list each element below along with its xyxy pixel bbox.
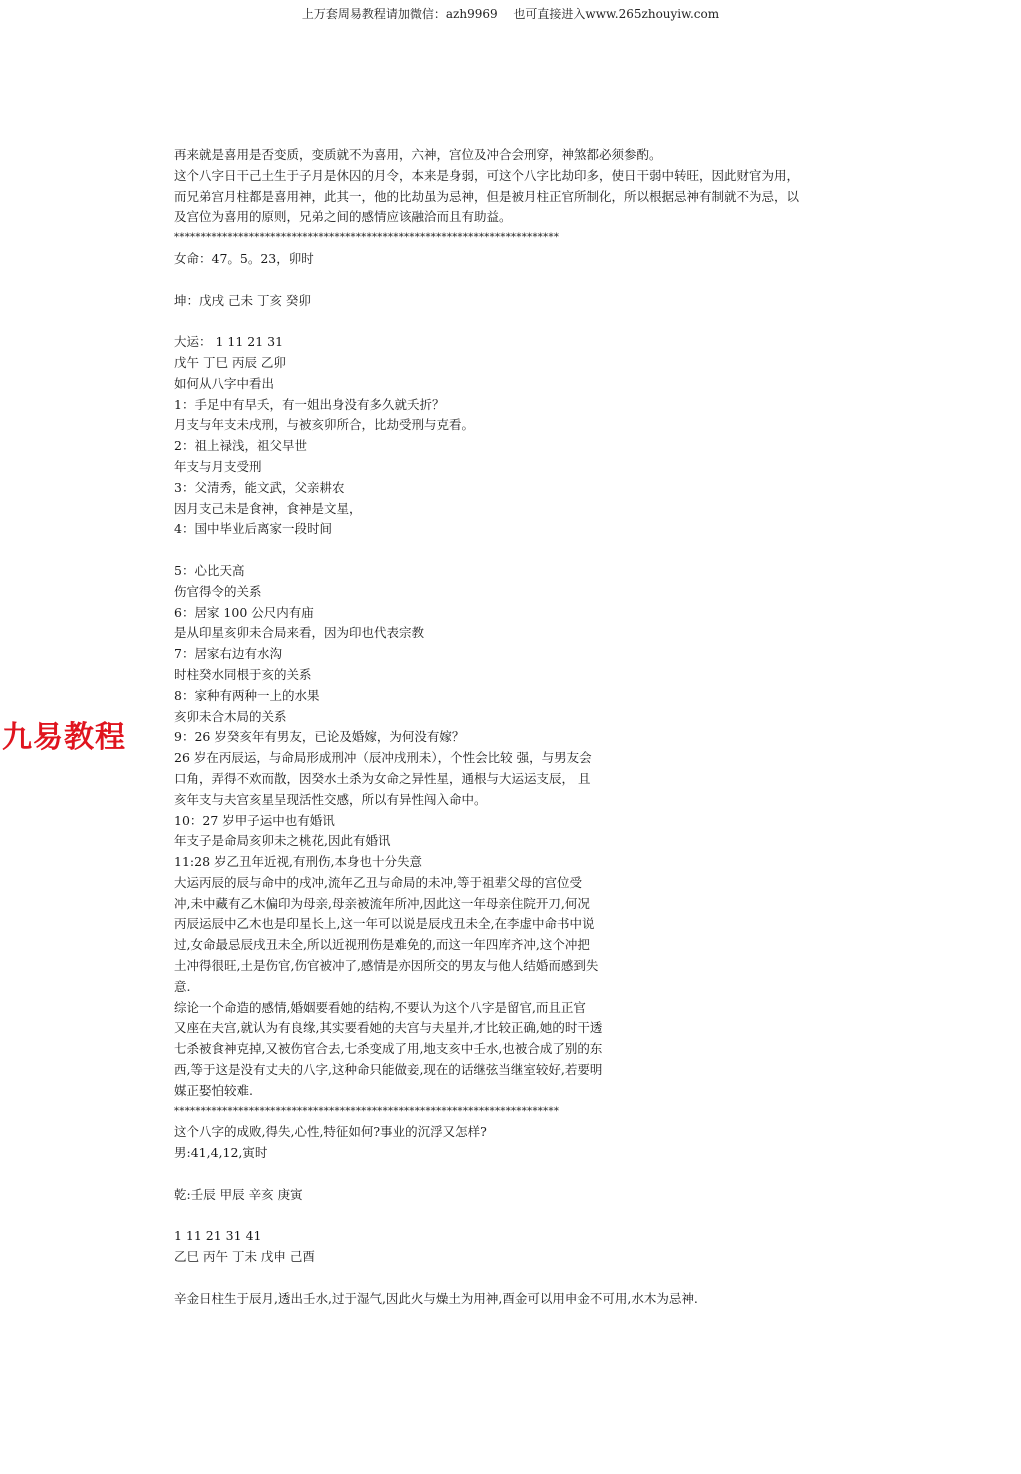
- text-line: 大运： 1 11 21 31: [174, 334, 284, 350]
- text-line: 7：居家右边有水沟: [174, 646, 282, 662]
- text-line: 综论一个命造的感情,婚姻要看她的结构,不要认为这个八字是留官,而且正官: [174, 999, 586, 1015]
- page-header: 上万套周易教程请加微信：azh9969 也可直接进入www.265zhouyiw.com: [301, 7, 720, 21]
- text-line: 8：家种有两种一上的水果: [174, 687, 320, 703]
- text-line: 意.: [174, 978, 191, 994]
- text-line: 辛金日柱生于辰月,透出壬水,过于湿气,因此火与燥土为用神,酉金可以用申金不可用,水木为忌神.: [174, 1290, 698, 1306]
- text-line: 大运丙辰的辰与命中的戌冲,流年乙丑与命局的未冲,等于祖辈父母的宫位受: [174, 874, 582, 890]
- text-line: 年支与月支受刑: [174, 458, 262, 474]
- text-line: 及宫位为喜用的原则，兄弟之间的感情应该融洽而且有助益。: [174, 209, 512, 225]
- text-line: 坤：戊戌 己未 丁亥 癸卯: [174, 292, 311, 308]
- text-line: 又座在夫宫,就认为有良缘,其实要看她的夫宫与夫星并,才比较正确,她的时干透: [174, 1020, 603, 1036]
- blank-line: [174, 540, 894, 561]
- text-line: 七杀被食神克掉,又被伤官合去,七杀变成了用,地支亥中壬水,也被合成了别的东: [174, 1041, 603, 1057]
- text-line: 6：居家 100 公尺内有庙: [174, 604, 314, 620]
- text-line: 因月支己未是食神，食神是文星，: [174, 500, 362, 516]
- text-line: 冲,未中藏有乙木偏印为母亲,母亲被流年所冲,因此这一年母亲住院开刀,何况: [174, 895, 590, 911]
- text-line: 1：手足中有早夭，有一姐出身没有多久就夭折？: [174, 396, 445, 412]
- text-line: 土冲得很旺,土是伤官,伤官被冲了,感情是亦因所交的男友与他人结婚而感到失: [174, 958, 599, 974]
- text-line: 亥年支与夫宫亥星呈现活性交感，所以有异性闯入命中。: [174, 791, 487, 807]
- document-body: [174, 145, 894, 1310]
- text-line: 月支与年支未戌刑，与被亥卯所合，比劫受刑与克看。: [174, 417, 475, 433]
- text-line: 1 11 21 31 41: [174, 1228, 262, 1244]
- text-line: 口角，弄得不欢而散，因癸水土杀为女命之异性星，通根与大运运支辰， 且: [174, 770, 591, 786]
- text-line: 如何从八字中看出: [174, 375, 275, 391]
- text-line: 这个八字日干己土生于子月是休囚的月令，本来是身弱，可这个八字比劫印多，使日干弱中转旺，因此财官为用，: [174, 167, 800, 183]
- text-line: 9：26 岁癸亥年有男友，已论及婚嫁，为何没有嫁？: [174, 729, 465, 745]
- separator-line: ************************************************************************: [174, 1105, 560, 1117]
- blank-line: [174, 1206, 894, 1227]
- text-line: 戊午 丁巳 丙辰 乙卯: [174, 354, 286, 370]
- text-line: 2：祖上禄浅，祖父早世: [174, 438, 307, 454]
- text-line: 10：27 岁甲子运中也有婚讯: [174, 812, 335, 828]
- text-line: 26 岁在丙辰运，与命局形成刑冲（辰冲戌刑未），个性会比较 强，与男友会: [174, 750, 592, 766]
- text-line: 乾:壬辰 甲辰 辛亥 庚寅: [174, 1186, 303, 1202]
- blank-line: [174, 311, 894, 332]
- text-line: 过,女命最忌辰戌丑未全,所以近视刑伤是难免的,而这一年四库齐冲,这个冲把: [174, 937, 590, 953]
- text-line: 而兄弟宫月柱都是喜用神，此其一，他的比劫虽为忌神，但是被月柱正官所制化，所以根据忌神有制就不为忌，以: [174, 188, 800, 204]
- text-line: 亥卯未合木局的关系: [174, 708, 287, 724]
- text-line: 3：父清秀，能文武，父亲耕农: [174, 479, 345, 495]
- text-line: 再来就是喜用是否变质，变质就不为喜用，六神，宫位及冲合会刑穿，神煞都必须参酌。: [174, 147, 662, 162]
- text-line: 5：心比天高: [174, 562, 245, 578]
- text-line: 是从印星亥卯未合局来看，因为印也代表宗教: [174, 625, 425, 641]
- blank-line: [174, 1268, 894, 1289]
- text-line: 女命：47。5。23，卯时: [174, 250, 314, 266]
- text-line: 乙巳 丙午 丁未 戊申 己酉: [174, 1249, 315, 1265]
- text-line: 丙辰运辰中乙木也是印星长上,这一年可以说是辰戌丑未全,在李虚中命书中说: [174, 916, 595, 932]
- text-line: 11:28 岁乙丑年近视,有刑伤,本身也十分失意: [174, 854, 422, 870]
- text-line: 时柱癸水同根于亥的关系: [174, 666, 312, 682]
- watermark-logo: 九易教程: [2, 720, 126, 755]
- separator-line: ************************************************************************: [174, 232, 560, 244]
- text-line: 这个八字的成败,得失,心性,特征如何?事业的沉浮又怎样?: [174, 1124, 487, 1140]
- text-line: 西,等于这是没有丈夫的八字,这种命只能做妾,现在的话继弦当继室较好,若要明: [174, 1062, 603, 1078]
- text-line: 4：国中毕业后离家一段时间: [174, 521, 332, 537]
- text-line: 伤官得令的关系: [174, 583, 262, 599]
- blank-line: [174, 270, 894, 291]
- blank-line: [174, 1164, 894, 1185]
- text-line: 年支子是命局亥卯未之桃花,因此有婚讯: [174, 833, 391, 849]
- text-line: 媒正娶怕较难.: [174, 1082, 253, 1098]
- text-line: 男:41,4,12,寅时: [174, 1145, 268, 1161]
